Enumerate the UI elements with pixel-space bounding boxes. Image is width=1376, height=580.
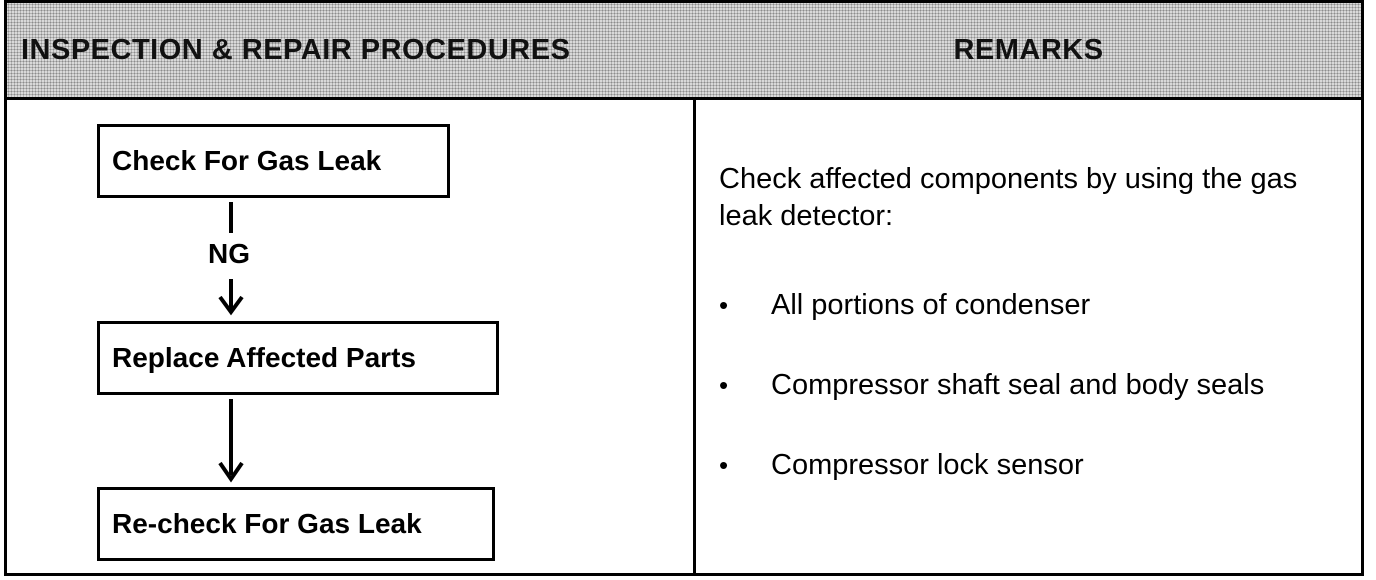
remark-text: Compressor shaft seal and body seals xyxy=(771,369,1265,401)
procedure-table xyxy=(4,0,1364,576)
remarks-intro: Check affected components by using the gas leak detector: xyxy=(719,163,1298,232)
flow-step-label: Check For Gas Leak xyxy=(112,145,382,176)
bullet-icon: • xyxy=(719,450,729,480)
flow-step-label: Replace Affected Parts xyxy=(112,342,416,373)
bullet-icon: • xyxy=(719,370,729,400)
remark-text: All portions of condenser xyxy=(771,289,1091,321)
bullet-icon: • xyxy=(719,290,729,320)
remarks-section xyxy=(719,161,1349,481)
flow-step-label: Re-check For Gas Leak xyxy=(112,508,422,539)
header-remarks: REMARKS xyxy=(953,33,1104,66)
column-divider xyxy=(693,97,696,573)
header-inspection-repair: INSPECTION & REPAIR PROCEDURES xyxy=(21,33,571,66)
condition-label-ng: NG xyxy=(208,238,250,269)
flow-step-recheck-gas-leak xyxy=(97,487,495,561)
flow-step-replace-parts xyxy=(97,321,499,395)
remark-text: Compressor lock sensor xyxy=(771,449,1084,481)
